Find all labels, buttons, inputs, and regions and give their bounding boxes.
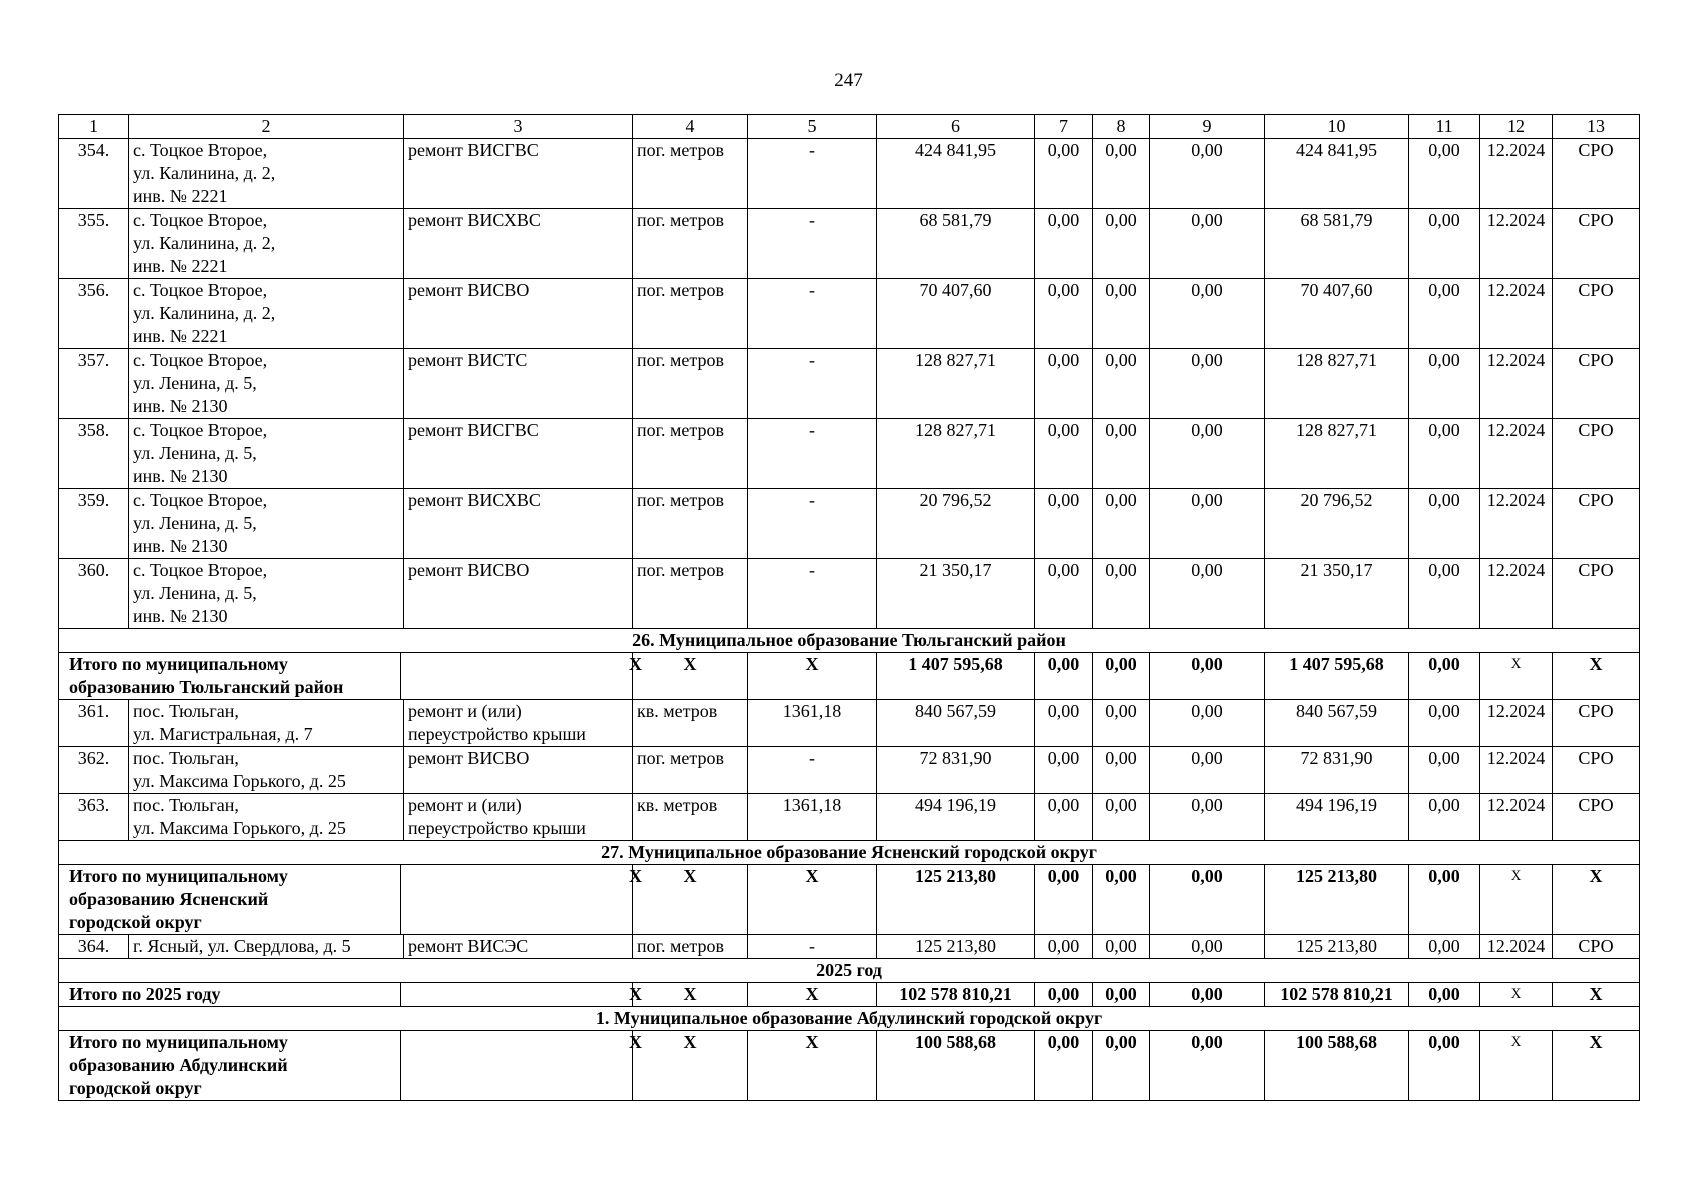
cost-col-11: 0,00 bbox=[1409, 559, 1480, 629]
object-address-line: ул. Максима Горького, д. 25 bbox=[133, 818, 346, 838]
total-x-col-4: X bbox=[633, 865, 748, 935]
table-row bbox=[59, 209, 1640, 279]
table-row bbox=[59, 935, 1640, 959]
cost-col-10: 128 827,71 bbox=[1265, 419, 1409, 489]
object-address-line: с. Тоцкое Второе, bbox=[133, 210, 268, 230]
row-number: 360. bbox=[59, 559, 129, 629]
cost-col-9: 0,00 bbox=[1150, 935, 1265, 959]
completion-date: 12.2024 bbox=[1480, 747, 1553, 794]
unit-of-measure: пог. метров bbox=[633, 279, 748, 349]
cost-col-10: 68 581,79 bbox=[1265, 209, 1409, 279]
object-address-line: с. Тоцкое Второе, bbox=[133, 560, 268, 580]
object-address bbox=[129, 747, 404, 794]
section-heading-row bbox=[59, 959, 1640, 983]
total-x-col-5: X bbox=[748, 653, 877, 700]
table-row bbox=[59, 419, 1640, 489]
total-label-line: образованию Тюльганский район bbox=[69, 677, 344, 697]
work-quantity: - bbox=[748, 279, 877, 349]
unit-of-measure: пог. метров bbox=[633, 139, 748, 209]
row-number: 357. bbox=[59, 349, 129, 419]
object-address-line: инв. № 2130 bbox=[133, 396, 228, 416]
completion-date: 12.2024 bbox=[1480, 489, 1553, 559]
executor: СРО bbox=[1553, 700, 1640, 747]
total-cost: 21 350,17 bbox=[877, 559, 1035, 629]
cost-col-8: 0,00 bbox=[1093, 983, 1150, 1007]
cost-col-7: 0,00 bbox=[1035, 559, 1093, 629]
cost-col-7: 0,00 bbox=[1035, 747, 1093, 794]
work-type: ремонт ВИСХВС bbox=[404, 209, 633, 279]
unit-of-measure: пог. метров bbox=[633, 489, 748, 559]
cost-col-8: 0,00 bbox=[1093, 489, 1150, 559]
object-address-line: инв. № 2221 bbox=[133, 186, 228, 206]
total-cost: 128 827,71 bbox=[877, 349, 1035, 419]
cost-col-10: 1 407 595,68 bbox=[1265, 653, 1409, 700]
total-row bbox=[59, 1031, 1640, 1101]
section-title: 1. Муниципальное образование Абдулинский городской округ bbox=[59, 1007, 1640, 1031]
object-address: г. Ясный, ул. Свердлова, д. 5 bbox=[129, 935, 404, 959]
cost-col-10: 125 213,80 bbox=[1265, 865, 1409, 935]
work-type bbox=[404, 794, 633, 841]
work-type-line: ремонт и (или) bbox=[408, 795, 522, 815]
work-type: ремонт ВИСГВС bbox=[404, 139, 633, 209]
total-label-line: образованию Ясненский bbox=[69, 889, 269, 909]
cost-col-8: 0,00 bbox=[1093, 139, 1150, 209]
registry-table bbox=[58, 114, 1640, 1101]
unit-of-measure: пог. метров bbox=[633, 349, 748, 419]
section-heading-row bbox=[59, 1007, 1640, 1031]
unit-of-measure: пог. метров bbox=[633, 419, 748, 489]
total-cost: 125 213,80 bbox=[877, 865, 1035, 935]
cost-col-9: 0,00 bbox=[1150, 349, 1265, 419]
executor: СРО bbox=[1553, 139, 1640, 209]
object-address bbox=[129, 419, 404, 489]
executor: СРО bbox=[1553, 935, 1640, 959]
object-address bbox=[129, 559, 404, 629]
table-body bbox=[59, 115, 1640, 1101]
column-number: 4 bbox=[633, 115, 748, 139]
column-number: 9 bbox=[1150, 115, 1265, 139]
work-quantity: 1361,18 bbox=[748, 794, 877, 841]
work-type: ремонт ВИСВО bbox=[404, 559, 633, 629]
cost-col-10: 125 213,80 bbox=[1265, 935, 1409, 959]
cost-col-9: 0,00 bbox=[1150, 489, 1265, 559]
cost-col-8: 0,00 bbox=[1093, 700, 1150, 747]
completion-date: 12.2024 bbox=[1480, 279, 1553, 349]
cost-col-9: 0,00 bbox=[1150, 1031, 1265, 1101]
total-label-line: образованию Абдулинский bbox=[69, 1055, 288, 1075]
section-heading-row bbox=[59, 629, 1640, 653]
total-x-col-5: X bbox=[748, 1031, 877, 1101]
completion-date: 12.2024 bbox=[1480, 700, 1553, 747]
completion-date: 12.2024 bbox=[1480, 794, 1553, 841]
total-label-line: Итого по муниципальному bbox=[69, 1032, 288, 1052]
column-number: 7 bbox=[1035, 115, 1093, 139]
column-divider bbox=[400, 652, 401, 700]
executor: X bbox=[1553, 653, 1640, 700]
unit-of-measure: пог. метров bbox=[633, 559, 748, 629]
table-row bbox=[59, 279, 1640, 349]
cost-col-11: 0,00 bbox=[1409, 1031, 1480, 1101]
object-address-line: ул. Ленина, д. 5, bbox=[133, 443, 257, 463]
work-quantity: - bbox=[748, 559, 877, 629]
total-cost: 100 588,68 bbox=[877, 1031, 1035, 1101]
cost-col-10: 840 567,59 bbox=[1265, 700, 1409, 747]
column-number: 1 bbox=[59, 115, 129, 139]
total-x-col-5: X bbox=[748, 983, 877, 1007]
object-address-line: с. Тоцкое Второе, bbox=[133, 280, 268, 300]
executor: X bbox=[1553, 1031, 1640, 1101]
total-x-col-4: X bbox=[633, 983, 748, 1007]
cost-col-9: 0,00 bbox=[1150, 747, 1265, 794]
total-cost: 102 578 810,21 bbox=[877, 983, 1035, 1007]
total-label bbox=[59, 865, 642, 935]
column-number: 11 bbox=[1409, 115, 1480, 139]
total-x-col-3: X bbox=[629, 984, 642, 1004]
cost-col-11: 0,00 bbox=[1409, 935, 1480, 959]
cost-col-7: 0,00 bbox=[1035, 419, 1093, 489]
object-address-line: инв. № 2130 bbox=[133, 606, 228, 626]
column-number: 13 bbox=[1553, 115, 1640, 139]
object-address-line: ул. Калинина, д. 2, bbox=[133, 303, 276, 323]
page-number: 247 bbox=[834, 70, 863, 91]
executor: СРО bbox=[1553, 279, 1640, 349]
object-address-line: пос. Тюльган, bbox=[133, 701, 239, 721]
unit-of-measure: пог. метров bbox=[633, 747, 748, 794]
total-cost: 20 796,52 bbox=[877, 489, 1035, 559]
object-address-line: с. Тоцкое Второе, bbox=[133, 350, 268, 370]
cost-col-8: 0,00 bbox=[1093, 209, 1150, 279]
cost-col-11: 0,00 bbox=[1409, 209, 1480, 279]
total-label: Итого по 2025 году X bbox=[59, 983, 633, 1007]
column-divider bbox=[400, 864, 401, 935]
completion-date: 12.2024 bbox=[1480, 419, 1553, 489]
cost-col-9: 0,00 bbox=[1150, 794, 1265, 841]
cost-col-7: 0,00 bbox=[1035, 983, 1093, 1007]
column-number-header-row bbox=[59, 115, 1640, 139]
total-label bbox=[59, 653, 642, 700]
cost-col-11: 0,00 bbox=[1409, 794, 1480, 841]
cost-col-11: 0,00 bbox=[1409, 139, 1480, 209]
object-address bbox=[129, 139, 404, 209]
cost-col-11: 0,00 bbox=[1409, 747, 1480, 794]
total-label-line: Итого по муниципальному bbox=[69, 866, 288, 886]
cost-col-7: 0,00 bbox=[1035, 935, 1093, 959]
total-x-col-4: X bbox=[633, 1031, 748, 1101]
cost-col-10: 100 588,68 bbox=[1265, 1031, 1409, 1101]
section-title: 26. Муниципальное образование Тюльганский район bbox=[59, 629, 1640, 653]
object-address-line: ул. Ленина, д. 5, bbox=[133, 513, 257, 533]
table-row bbox=[59, 489, 1640, 559]
cost-col-7: 0,00 bbox=[1035, 279, 1093, 349]
cost-col-9: 0,00 bbox=[1150, 559, 1265, 629]
completion-date: 12.2024 bbox=[1480, 559, 1553, 629]
total-label-line: городской округ bbox=[69, 912, 202, 932]
work-quantity: - bbox=[748, 209, 877, 279]
cost-col-10: 21 350,17 bbox=[1265, 559, 1409, 629]
executor: СРО bbox=[1553, 747, 1640, 794]
object-address bbox=[129, 794, 404, 841]
executor: СРО bbox=[1553, 559, 1640, 629]
cost-col-11: 0,00 bbox=[1409, 349, 1480, 419]
cost-col-8: 0,00 bbox=[1093, 419, 1150, 489]
executor: СРО bbox=[1553, 489, 1640, 559]
row-number: 359. bbox=[59, 489, 129, 559]
cost-col-10: 20 796,52 bbox=[1265, 489, 1409, 559]
row-number: 355. bbox=[59, 209, 129, 279]
cost-col-8: 0,00 bbox=[1093, 279, 1150, 349]
completion-date: X bbox=[1480, 865, 1553, 935]
total-row bbox=[59, 865, 1640, 935]
section-title: 27. Муниципальное образование Ясненский городской округ bbox=[59, 841, 1640, 865]
object-address bbox=[129, 209, 404, 279]
total-x-col-3: X bbox=[629, 866, 642, 886]
work-type: ремонт ВИСХВС bbox=[404, 489, 633, 559]
row-number: 361. bbox=[59, 700, 129, 747]
cost-col-9: 0,00 bbox=[1150, 139, 1265, 209]
cost-col-7: 0,00 bbox=[1035, 865, 1093, 935]
cost-col-9: 0,00 bbox=[1150, 700, 1265, 747]
unit-of-measure: пог. метров bbox=[633, 209, 748, 279]
cost-col-11: 0,00 bbox=[1409, 700, 1480, 747]
object-address-line: ул. Ленина, д. 5, bbox=[133, 583, 257, 603]
cost-col-8: 0,00 bbox=[1093, 935, 1150, 959]
row-number: 363. bbox=[59, 794, 129, 841]
table-row bbox=[59, 700, 1640, 747]
completion-date: 12.2024 bbox=[1480, 935, 1553, 959]
cost-col-7: 0,00 bbox=[1035, 209, 1093, 279]
object-address-line: ул. Калинина, д. 2, bbox=[133, 163, 276, 183]
total-row bbox=[59, 653, 1640, 700]
cost-col-11: 0,00 bbox=[1409, 983, 1480, 1007]
cost-col-7: 0,00 bbox=[1035, 653, 1093, 700]
total-cost: 125 213,80 bbox=[877, 935, 1035, 959]
total-cost: 840 567,59 bbox=[877, 700, 1035, 747]
cost-col-10: 72 831,90 bbox=[1265, 747, 1409, 794]
cost-col-10: 424 841,95 bbox=[1265, 139, 1409, 209]
executor: СРО bbox=[1553, 349, 1640, 419]
cost-col-8: 0,00 bbox=[1093, 349, 1150, 419]
object-address-line: ул. Ленина, д. 5, bbox=[133, 373, 257, 393]
total-row bbox=[59, 983, 1640, 1007]
work-quantity: 1361,18 bbox=[748, 700, 877, 747]
work-quantity: - bbox=[748, 419, 877, 489]
total-cost: 424 841,95 bbox=[877, 139, 1035, 209]
total-cost: 494 196,19 bbox=[877, 794, 1035, 841]
column-divider bbox=[400, 1030, 401, 1101]
cost-col-9: 0,00 bbox=[1150, 865, 1265, 935]
table-row bbox=[59, 139, 1640, 209]
column-number: 2 bbox=[129, 115, 404, 139]
work-type-line: ремонт ВИСВО bbox=[408, 748, 530, 768]
total-cost: 70 407,60 bbox=[877, 279, 1035, 349]
cost-col-7: 0,00 bbox=[1035, 489, 1093, 559]
cost-col-10: 102 578 810,21 bbox=[1265, 983, 1409, 1007]
cost-col-7: 0,00 bbox=[1035, 700, 1093, 747]
object-address-line: пос. Тюльган, bbox=[133, 795, 239, 815]
object-address-line: с. Тоцкое Второе, bbox=[133, 490, 268, 510]
object-address-line: ул. Максима Горького, д. 25 bbox=[133, 771, 346, 791]
cost-col-8: 0,00 bbox=[1093, 747, 1150, 794]
cost-col-10: 128 827,71 bbox=[1265, 349, 1409, 419]
cost-col-9: 0,00 bbox=[1150, 419, 1265, 489]
executor: X bbox=[1553, 865, 1640, 935]
row-number: 364. bbox=[59, 935, 129, 959]
object-address-line: инв. № 2221 bbox=[133, 326, 228, 346]
unit-of-measure: кв. метров bbox=[633, 794, 748, 841]
completion-date: X bbox=[1480, 1031, 1553, 1101]
work-type bbox=[404, 700, 633, 747]
cost-col-8: 0,00 bbox=[1093, 1031, 1150, 1101]
column-divider bbox=[400, 982, 401, 1007]
cost-col-11: 0,00 bbox=[1409, 279, 1480, 349]
column-number: 3 bbox=[404, 115, 633, 139]
object-address bbox=[129, 489, 404, 559]
executor: СРО bbox=[1553, 209, 1640, 279]
section-title: 2025 год bbox=[59, 959, 1640, 983]
cost-col-11: 0,00 bbox=[1409, 653, 1480, 700]
executor: СРО bbox=[1553, 794, 1640, 841]
total-cost: 128 827,71 bbox=[877, 419, 1035, 489]
unit-of-measure: пог. метров bbox=[633, 935, 748, 959]
executor: X bbox=[1553, 983, 1640, 1007]
object-address-line: ул. Калинина, д. 2, bbox=[133, 233, 276, 253]
completion-date: 12.2024 bbox=[1480, 349, 1553, 419]
object-address bbox=[129, 279, 404, 349]
cost-col-9: 0,00 bbox=[1150, 983, 1265, 1007]
row-number: 358. bbox=[59, 419, 129, 489]
cost-col-10: 494 196,19 bbox=[1265, 794, 1409, 841]
total-label bbox=[59, 1031, 642, 1101]
total-x-col-5: X bbox=[748, 865, 877, 935]
cost-col-7: 0,00 bbox=[1035, 139, 1093, 209]
object-address-line: пос. Тюльган, bbox=[133, 748, 239, 768]
work-type: ремонт ВИСЭС bbox=[404, 935, 633, 959]
table-row bbox=[59, 559, 1640, 629]
cost-col-7: 0,00 bbox=[1035, 349, 1093, 419]
work-type bbox=[404, 747, 633, 794]
total-cost: 68 581,79 bbox=[877, 209, 1035, 279]
row-number: 354. bbox=[59, 139, 129, 209]
cost-col-7: 0,00 bbox=[1035, 1031, 1093, 1101]
cost-col-8: 0,00 bbox=[1093, 794, 1150, 841]
work-quantity: - bbox=[748, 747, 877, 794]
completion-date: 12.2024 bbox=[1480, 209, 1553, 279]
cost-col-9: 0,00 bbox=[1150, 279, 1265, 349]
table-row bbox=[59, 747, 1640, 794]
work-type-line: ремонт и (или) bbox=[408, 701, 522, 721]
work-type: ремонт ВИСВО bbox=[404, 279, 633, 349]
cost-col-11: 0,00 bbox=[1409, 419, 1480, 489]
total-cost: 1 407 595,68 bbox=[877, 653, 1035, 700]
table-row bbox=[59, 794, 1640, 841]
total-x-col-3: X bbox=[629, 654, 642, 674]
total-x-col-3: X bbox=[629, 1032, 642, 1052]
cost-col-8: 0,00 bbox=[1093, 559, 1150, 629]
total-label-line: городской округ bbox=[69, 1078, 202, 1098]
total-label-line: Итого по муниципальному bbox=[69, 654, 288, 674]
work-type: ремонт ВИСТС bbox=[404, 349, 633, 419]
object-address-line: с. Тоцкое Второе, bbox=[133, 140, 268, 160]
completion-date: X bbox=[1480, 653, 1553, 700]
object-address bbox=[129, 700, 404, 747]
column-number: 12 bbox=[1480, 115, 1553, 139]
cost-col-8: 0,00 bbox=[1093, 865, 1150, 935]
work-type: ремонт ВИСГВС bbox=[404, 419, 633, 489]
object-address-line: с. Тоцкое Второе, bbox=[133, 420, 268, 440]
total-cost: 72 831,90 bbox=[877, 747, 1035, 794]
object-address-line: инв. № 2221 bbox=[133, 256, 228, 276]
cost-col-8: 0,00 bbox=[1093, 653, 1150, 700]
cost-col-10: 70 407,60 bbox=[1265, 279, 1409, 349]
work-quantity: - bbox=[748, 349, 877, 419]
object-address-line: инв. № 2130 bbox=[133, 536, 228, 556]
work-quantity: - bbox=[748, 489, 877, 559]
cost-col-11: 0,00 bbox=[1409, 489, 1480, 559]
column-number: 5 bbox=[748, 115, 877, 139]
row-number: 356. bbox=[59, 279, 129, 349]
object-address-line: ул. Магистральная, д. 7 bbox=[133, 724, 313, 744]
cost-col-9: 0,00 bbox=[1150, 653, 1265, 700]
work-quantity: - bbox=[748, 139, 877, 209]
object-address bbox=[129, 349, 404, 419]
work-quantity: - bbox=[748, 935, 877, 959]
cost-col-11: 0,00 bbox=[1409, 865, 1480, 935]
unit-of-measure: кв. метров bbox=[633, 700, 748, 747]
row-number: 362. bbox=[59, 747, 129, 794]
completion-date: X bbox=[1480, 983, 1553, 1007]
completion-date: 12.2024 bbox=[1480, 139, 1553, 209]
section-heading-row bbox=[59, 841, 1640, 865]
table-row bbox=[59, 349, 1640, 419]
column-number: 10 bbox=[1265, 115, 1409, 139]
work-type-line: переустройство крыши bbox=[408, 818, 586, 838]
cost-col-9: 0,00 bbox=[1150, 209, 1265, 279]
total-x-col-4: X bbox=[633, 653, 748, 700]
work-type-line: переустройство крыши bbox=[408, 724, 586, 744]
column-number: 6 bbox=[877, 115, 1035, 139]
object-address-line: инв. № 2130 bbox=[133, 466, 228, 486]
executor: СРО bbox=[1553, 419, 1640, 489]
cost-col-7: 0,00 bbox=[1035, 794, 1093, 841]
column-number: 8 bbox=[1093, 115, 1150, 139]
